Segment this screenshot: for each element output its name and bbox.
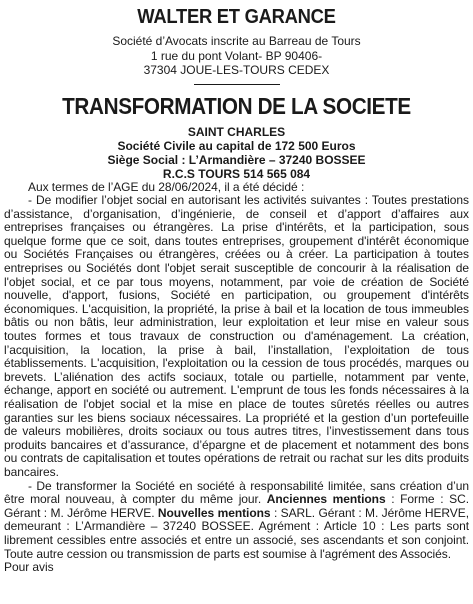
company-seat: Siège Social : L’Armandière – 37240 BOSSEE <box>107 152 366 167</box>
notice-paragraph-transformation <box>4 480 469 562</box>
notice-headline: TRANSFORMATION DE LA SOCIETE <box>62 92 411 119</box>
firm-city: 37304 JOUE-LES-TOURS CEDEX <box>143 63 330 77</box>
old-mentions-label: Anciennes mentions <box>266 492 386 507</box>
company-capital: Société Civile au capital de 172 500 Euros <box>117 138 356 153</box>
notice-intro: Aux termes de l’AGE du 28/06/2024, il a été décidé : <box>28 179 305 194</box>
transformation-text: - De transformer la Société en société à responsabilité limitée, sans création d’un être moral nouveau, à compter du même jour. <box>4 478 469 507</box>
notice-closing: Pour avis <box>4 560 54 575</box>
divider <box>194 84 280 85</box>
firm-address: 1 rue du pont Volant- BP 90406- <box>150 48 323 63</box>
new-mentions-label: Nouvelles mentions <box>157 505 271 520</box>
company-rcs: R.C.S TOURS 514 565 084 <box>162 166 311 181</box>
new-mentions-text: : SARL. Gérant : M. Jérôme HERVE, demeurant : L’Armandière – 37240 BOSSEE. Agrément : Article 10 : Les parts sont librement cessibles entre associés et entre un associé, ses ascendants et son conjoint. Toute autre cession ou transmission de parts est soumise à l'agrément des Associés. <box>4 505 469 561</box>
old-mentions-text: : Forme : SC. Gérant : M. Jérôme HERVE. <box>4 492 469 520</box>
notice-paragraph-object: - De modifier l’objet social en autorisant les activités suivantes : Toutes prestations d’assistance, d’organisation, d’ingénierie, de conseil et d’apport d’affaires aux entreprises françaises ou étrangères. La prise d'intérêts, et la participation, sous quelque forme que ce soit, dans toutes entreprises, groupement d'intérêt économique ou Sociétés Françaises ou étrangères, créées ou à créer. La participation à toutes entreprises ou Sociétés dont l'objet serait susceptible de concourir à la réalisation de l'objet social, et ce par tous moyens, notamment, par voie de création de Société nouvelle, d'apport, fusions, Société en participation, ou groupement d'intérêts économiques. L'acquisition, la propriété, la prise à bail et la location de tous immeubles bâtis ou non bâtis, leur administration, leur exploitation et leur mise en valeur sous toutes formes et tous travaux de construction ou d'aménagement. La création, l’acquisition, la location, la prise à bail, l’installation, l’exploitation de tous établissements. L'acquisition, l'exploitation ou la cession de tous procédés, marques ou brevets. L’aliénation des actifs sociaux, totale ou partielle, notamment par vente, échange, apport en société ou autrement. L'emprunt de tous les fonds nécessaires à la réalisation de l'objet social et la mise en place de toutes sûretés réelles ou autres garanties sur les biens sociaux nécessaires. La propriété et la gestion d’un portefeuille de valeurs mobilières, droits sociaux ou tous autres titres, l’investissement dans tous produits bancaires et d’assurance, d’épargne et de placement et notamment des bons ou contrats de capitalisation et toutes opérations de retrait ou rachat sur les dits produits bancaires. <box>4 193 469 479</box>
company-name: SAINT CHARLES <box>187 124 286 139</box>
firm-description: Société d’Avocats inscrite au Barreau de Tours <box>112 34 361 48</box>
firm-name: WALTER ET GARANCE <box>137 6 336 28</box>
